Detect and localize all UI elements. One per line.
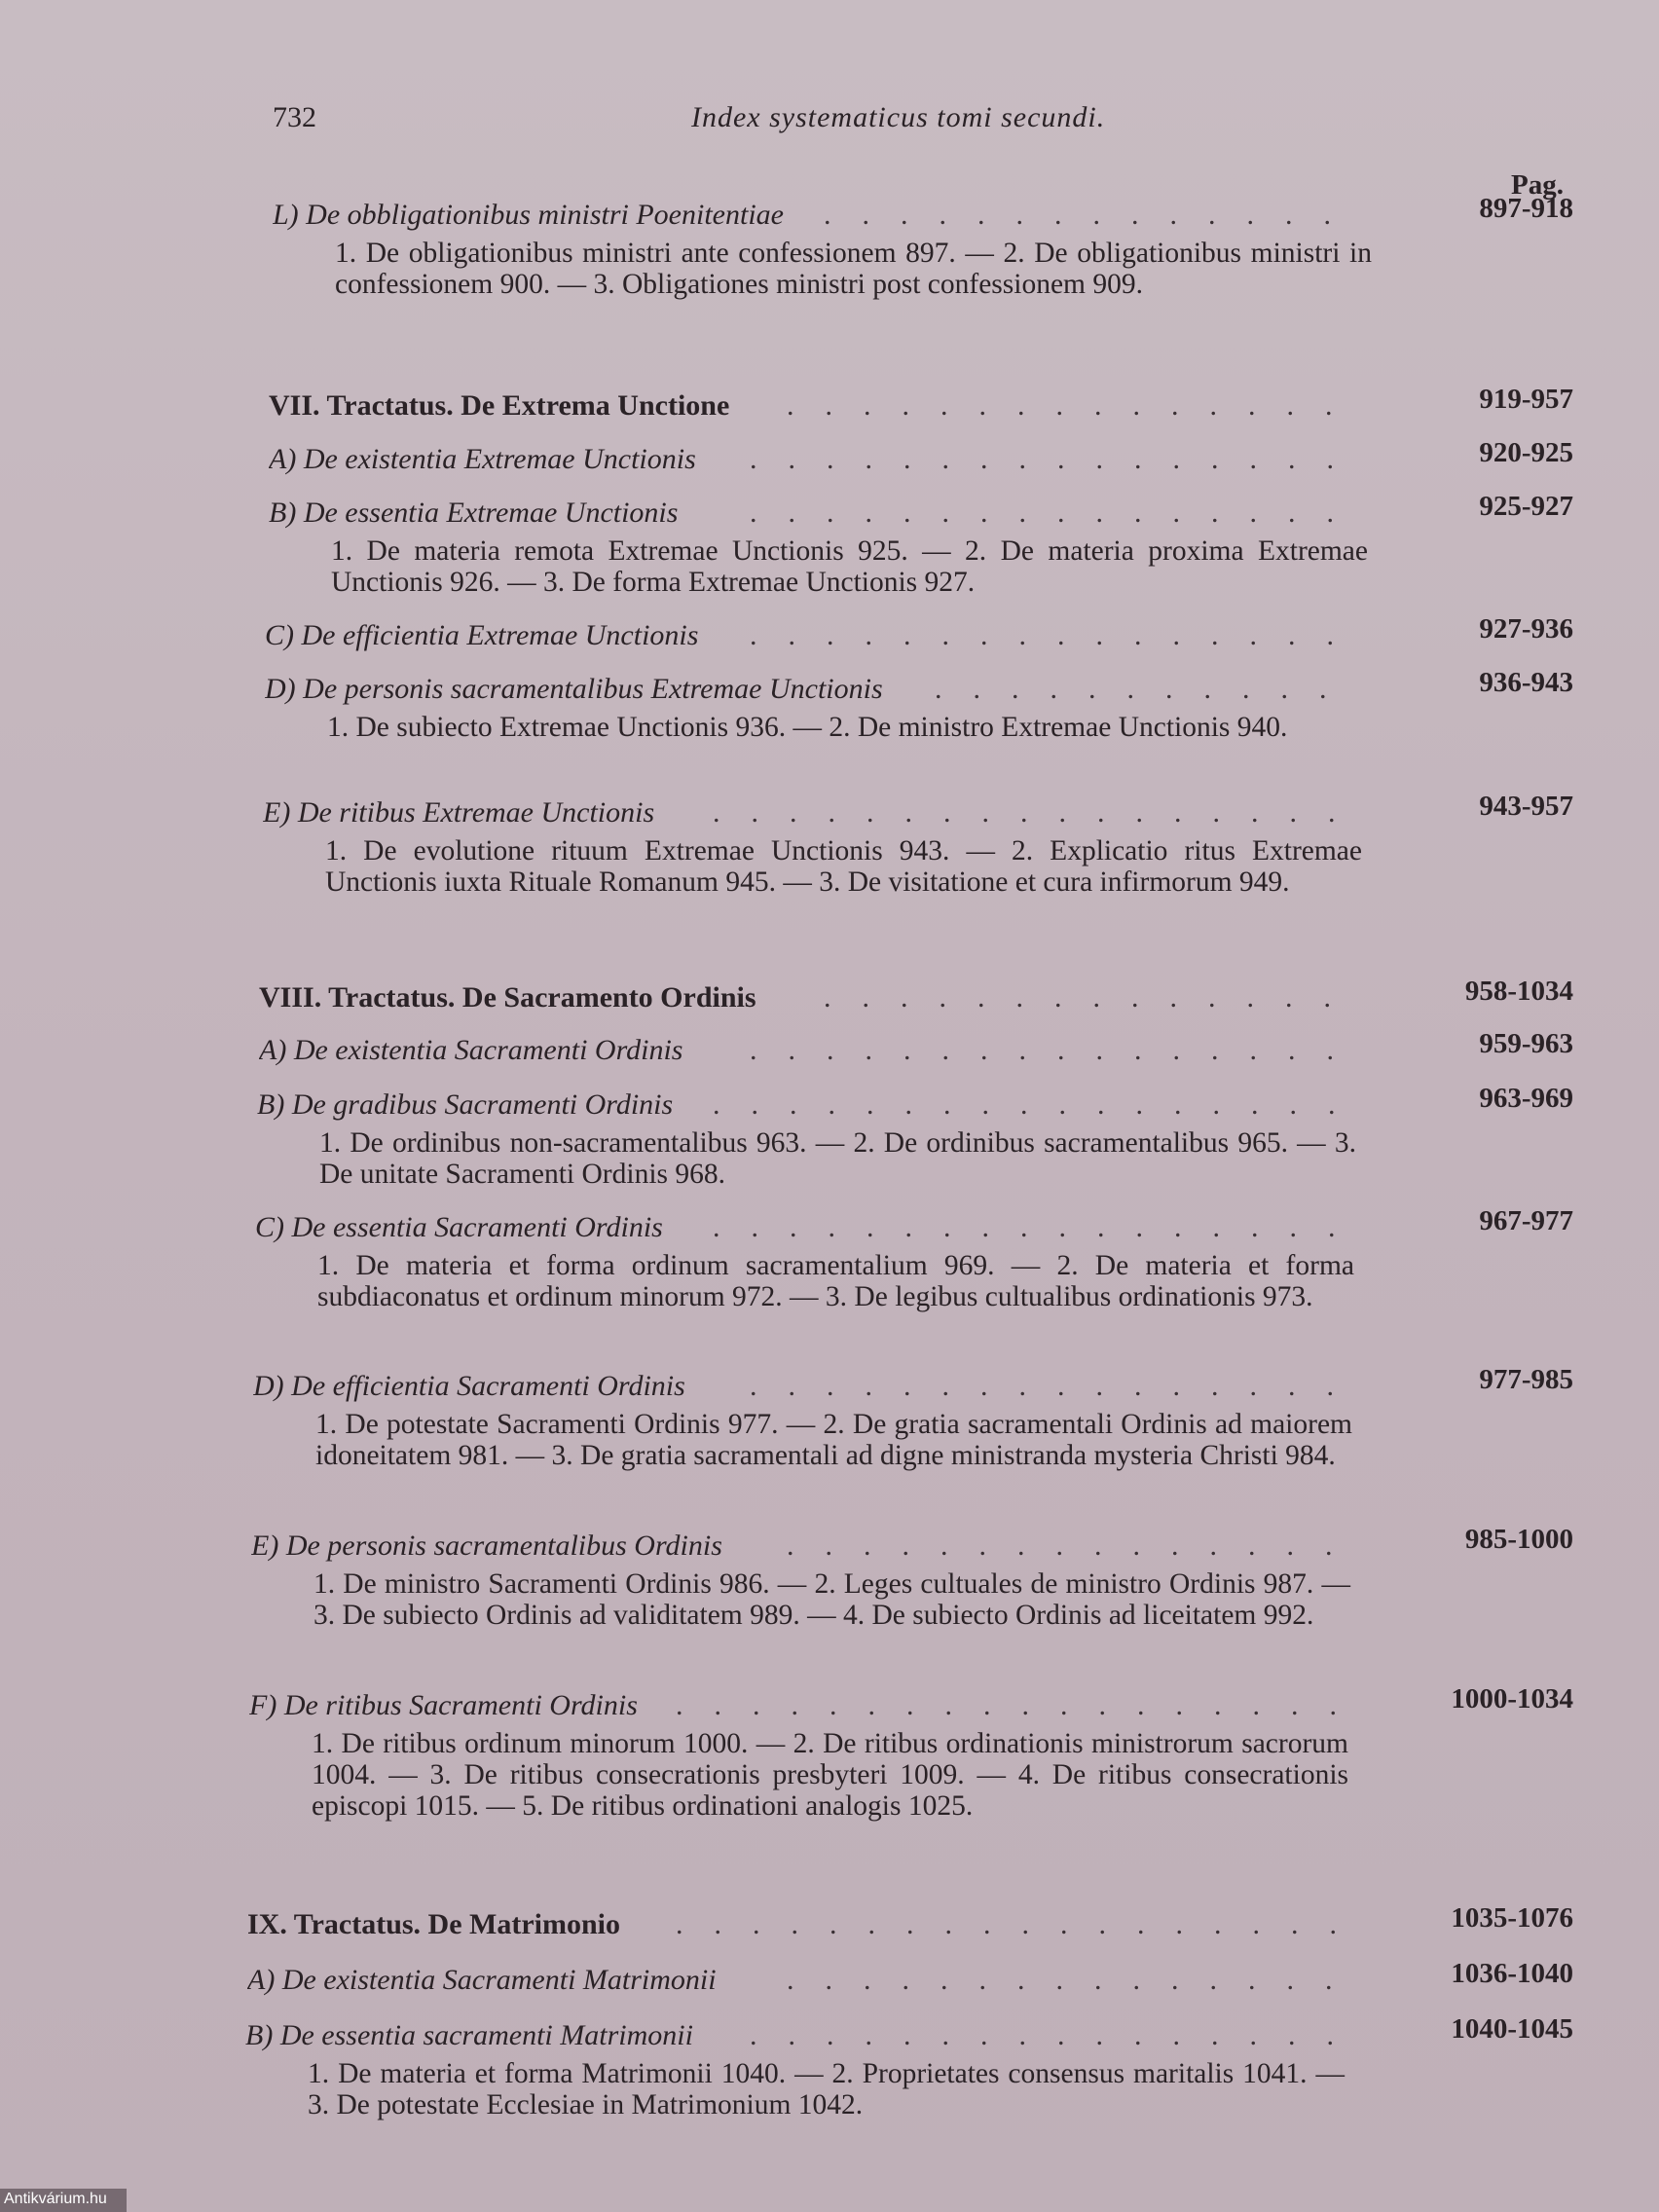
leader-dots: ................ (750, 443, 1365, 475)
entry-title: F) De ritibus Sacramenti Ordinis (249, 1689, 638, 1721)
entry-title: E) De ritibus Extremae Unctionis (263, 796, 655, 829)
leader-dots: .............. (824, 981, 1362, 1014)
leader-dots: ................ (750, 2019, 1365, 2051)
entry-title: L) De obbligationibus ministri Poenitentiae (273, 199, 784, 231)
entry-description: 1. De materia remota Extremae Unctionis 925. — 2. De materia proxima Extremae Unctionis 926. — 3. De forma Extremae Unctionis 927. (331, 535, 1368, 598)
entry-title: D) De personis sacramentalibus Extremae Unctionis (265, 673, 883, 705)
entry-title: IX. Tractatus. De Matrimonio (247, 1908, 620, 1940)
entry-title: C) De efficientia Extremae Unctionis (265, 619, 699, 651)
entry-pages: 943-957 (1479, 791, 1573, 822)
entry-title: B) De essentia Extremae Unctionis (269, 497, 679, 529)
entry-description: 1. De subiecto Extremae Unctionis 936. — 2. De ministro Extremae Unctionis 940. (327, 712, 1288, 743)
leader-dots: ........... (935, 673, 1358, 705)
entry-title: B) De gradibus Sacramenti Ordinis (257, 1088, 674, 1121)
entry-pages: 920-925 (1479, 437, 1573, 468)
entry-title: E) De personis sacramentalibus Ordinis (251, 1530, 722, 1562)
entry-pages: 959-963 (1479, 1028, 1573, 1059)
entry-description: 1. De materia et forma ordinum sacramentalium 969. — 2. De materia et forma subdiaconatus et ordinum minorum 972. — 3. De legibus cultualibus ordinationis 973. (317, 1250, 1354, 1312)
entry-title: A) De existentia Sacramenti Ordinis (259, 1034, 683, 1066)
page-header (273, 101, 1577, 140)
leader-dots: .................. (676, 1908, 1368, 1940)
entry-description: 1. De evolutione rituum Extremae Unctionis 943. — 2. Explicatio ritus Extremae Unctionis iuxta Rituale Romanum 945. — 3. De visitatione et cura infirmorum 949. (325, 835, 1362, 898)
entry-pages: 897-918 (1479, 193, 1573, 224)
leader-dots: ................. (713, 1211, 1367, 1243)
page-number: 732 (273, 101, 316, 133)
entry-title: D) De efficientia Sacramenti Ordinis (253, 1370, 685, 1402)
entry-description: 1. De ordinibus non-sacramentalibus 963. — 2. De ordinibus sacramentalibus 965. — 3. De unitate Sacramenti Ordinis 968. (319, 1127, 1356, 1190)
entry-description: 1. De potestate Sacramenti Ordinis 977. — 2. De gratia sacramentali Ordinis ad maiorem idoneitatem 981. — 3. De gratia sacramentali ad digne ministranda mysteria Christi 984. (315, 1409, 1352, 1471)
leader-dots: ................. (713, 796, 1367, 829)
leader-dots: .............. (824, 199, 1362, 231)
entry-title: VII. Tractatus. De Extrema Unctione (269, 389, 730, 422)
entry-pages: 927-936 (1479, 613, 1573, 645)
leader-dots: ................. (713, 1088, 1367, 1121)
leader-dots: ............... (787, 1964, 1364, 1996)
leader-dots: ............... (787, 1530, 1364, 1562)
entry-pages: 985-1000 (1464, 1524, 1573, 1555)
entry-pages: 958-1034 (1464, 976, 1573, 1007)
entry-description: 1. De obligationibus ministri ante confessionem 897. — 2. De obligationibus ministri in confessionem 900. — 3. Obligationes ministri post confessionem 909. (335, 238, 1372, 300)
entry-pages: 936-943 (1479, 667, 1573, 698)
entry-title: C) De essentia Sacramenti Ordinis (255, 1211, 663, 1243)
entry-pages: 919-957 (1479, 384, 1573, 415)
entry-title: B) De essentia sacramenti Matrimonii (245, 2019, 693, 2051)
leader-dots: .................. (676, 1689, 1368, 1721)
watermark: Antikvárium.hu (0, 2189, 127, 2212)
entry-pages: 967-977 (1479, 1205, 1573, 1236)
pag-column-label: Pag. (1511, 169, 1564, 201)
entry-pages: 925-927 (1479, 491, 1573, 522)
leader-dots: ................ (750, 1034, 1365, 1066)
entry-title: VIII. Tractatus. De Sacramento Ordinis (259, 981, 756, 1014)
entry-title: A) De existentia Sacramenti Matrimonii (247, 1964, 717, 1996)
leader-dots: ................ (750, 619, 1365, 651)
entry-pages: 1040-1045 (1451, 2013, 1573, 2045)
entry-pages: 1000-1034 (1451, 1683, 1573, 1714)
entry-description: 1. De ritibus ordinum minorum 1000. — 2. De ritibus ordinationis ministrorum sacrorum 1004. — 3. De ritibus consecrationis presbyteri 1009. — 4. De ritibus consecrationis episcopi 1015. — 5. De ritibus ordinationi analogis 1025. (312, 1728, 1348, 1822)
leader-dots: ................ (750, 497, 1365, 529)
entry-pages: 1035-1076 (1451, 1902, 1573, 1934)
entry-description: 1. De ministro Sacramenti Ordinis 986. — 2. Leges cultuales de ministro Ordinis 987. — 3. De subiecto Ordinis ad validitatem 989. — 4. De subiecto Ordinis ad liceitatem 992. (313, 1568, 1350, 1631)
entry-pages: 963-969 (1479, 1083, 1573, 1114)
entry-pages: 1036-1040 (1451, 1958, 1573, 1989)
entry-pages: 977-985 (1479, 1364, 1573, 1395)
entry-title: A) De existentia Extremae Unctionis (269, 443, 696, 475)
leader-dots: ............... (787, 389, 1364, 422)
leader-dots: ................ (750, 1370, 1365, 1402)
entry-description: 1. De materia et forma Matrimonii 1040. — 2. Proprietates consensus maritalis 1041. — 3. De potestate Ecclesiae in Matrimonium 1042. (308, 2058, 1345, 2120)
running-title: Index systematicus tomi secundi. (691, 101, 1106, 133)
